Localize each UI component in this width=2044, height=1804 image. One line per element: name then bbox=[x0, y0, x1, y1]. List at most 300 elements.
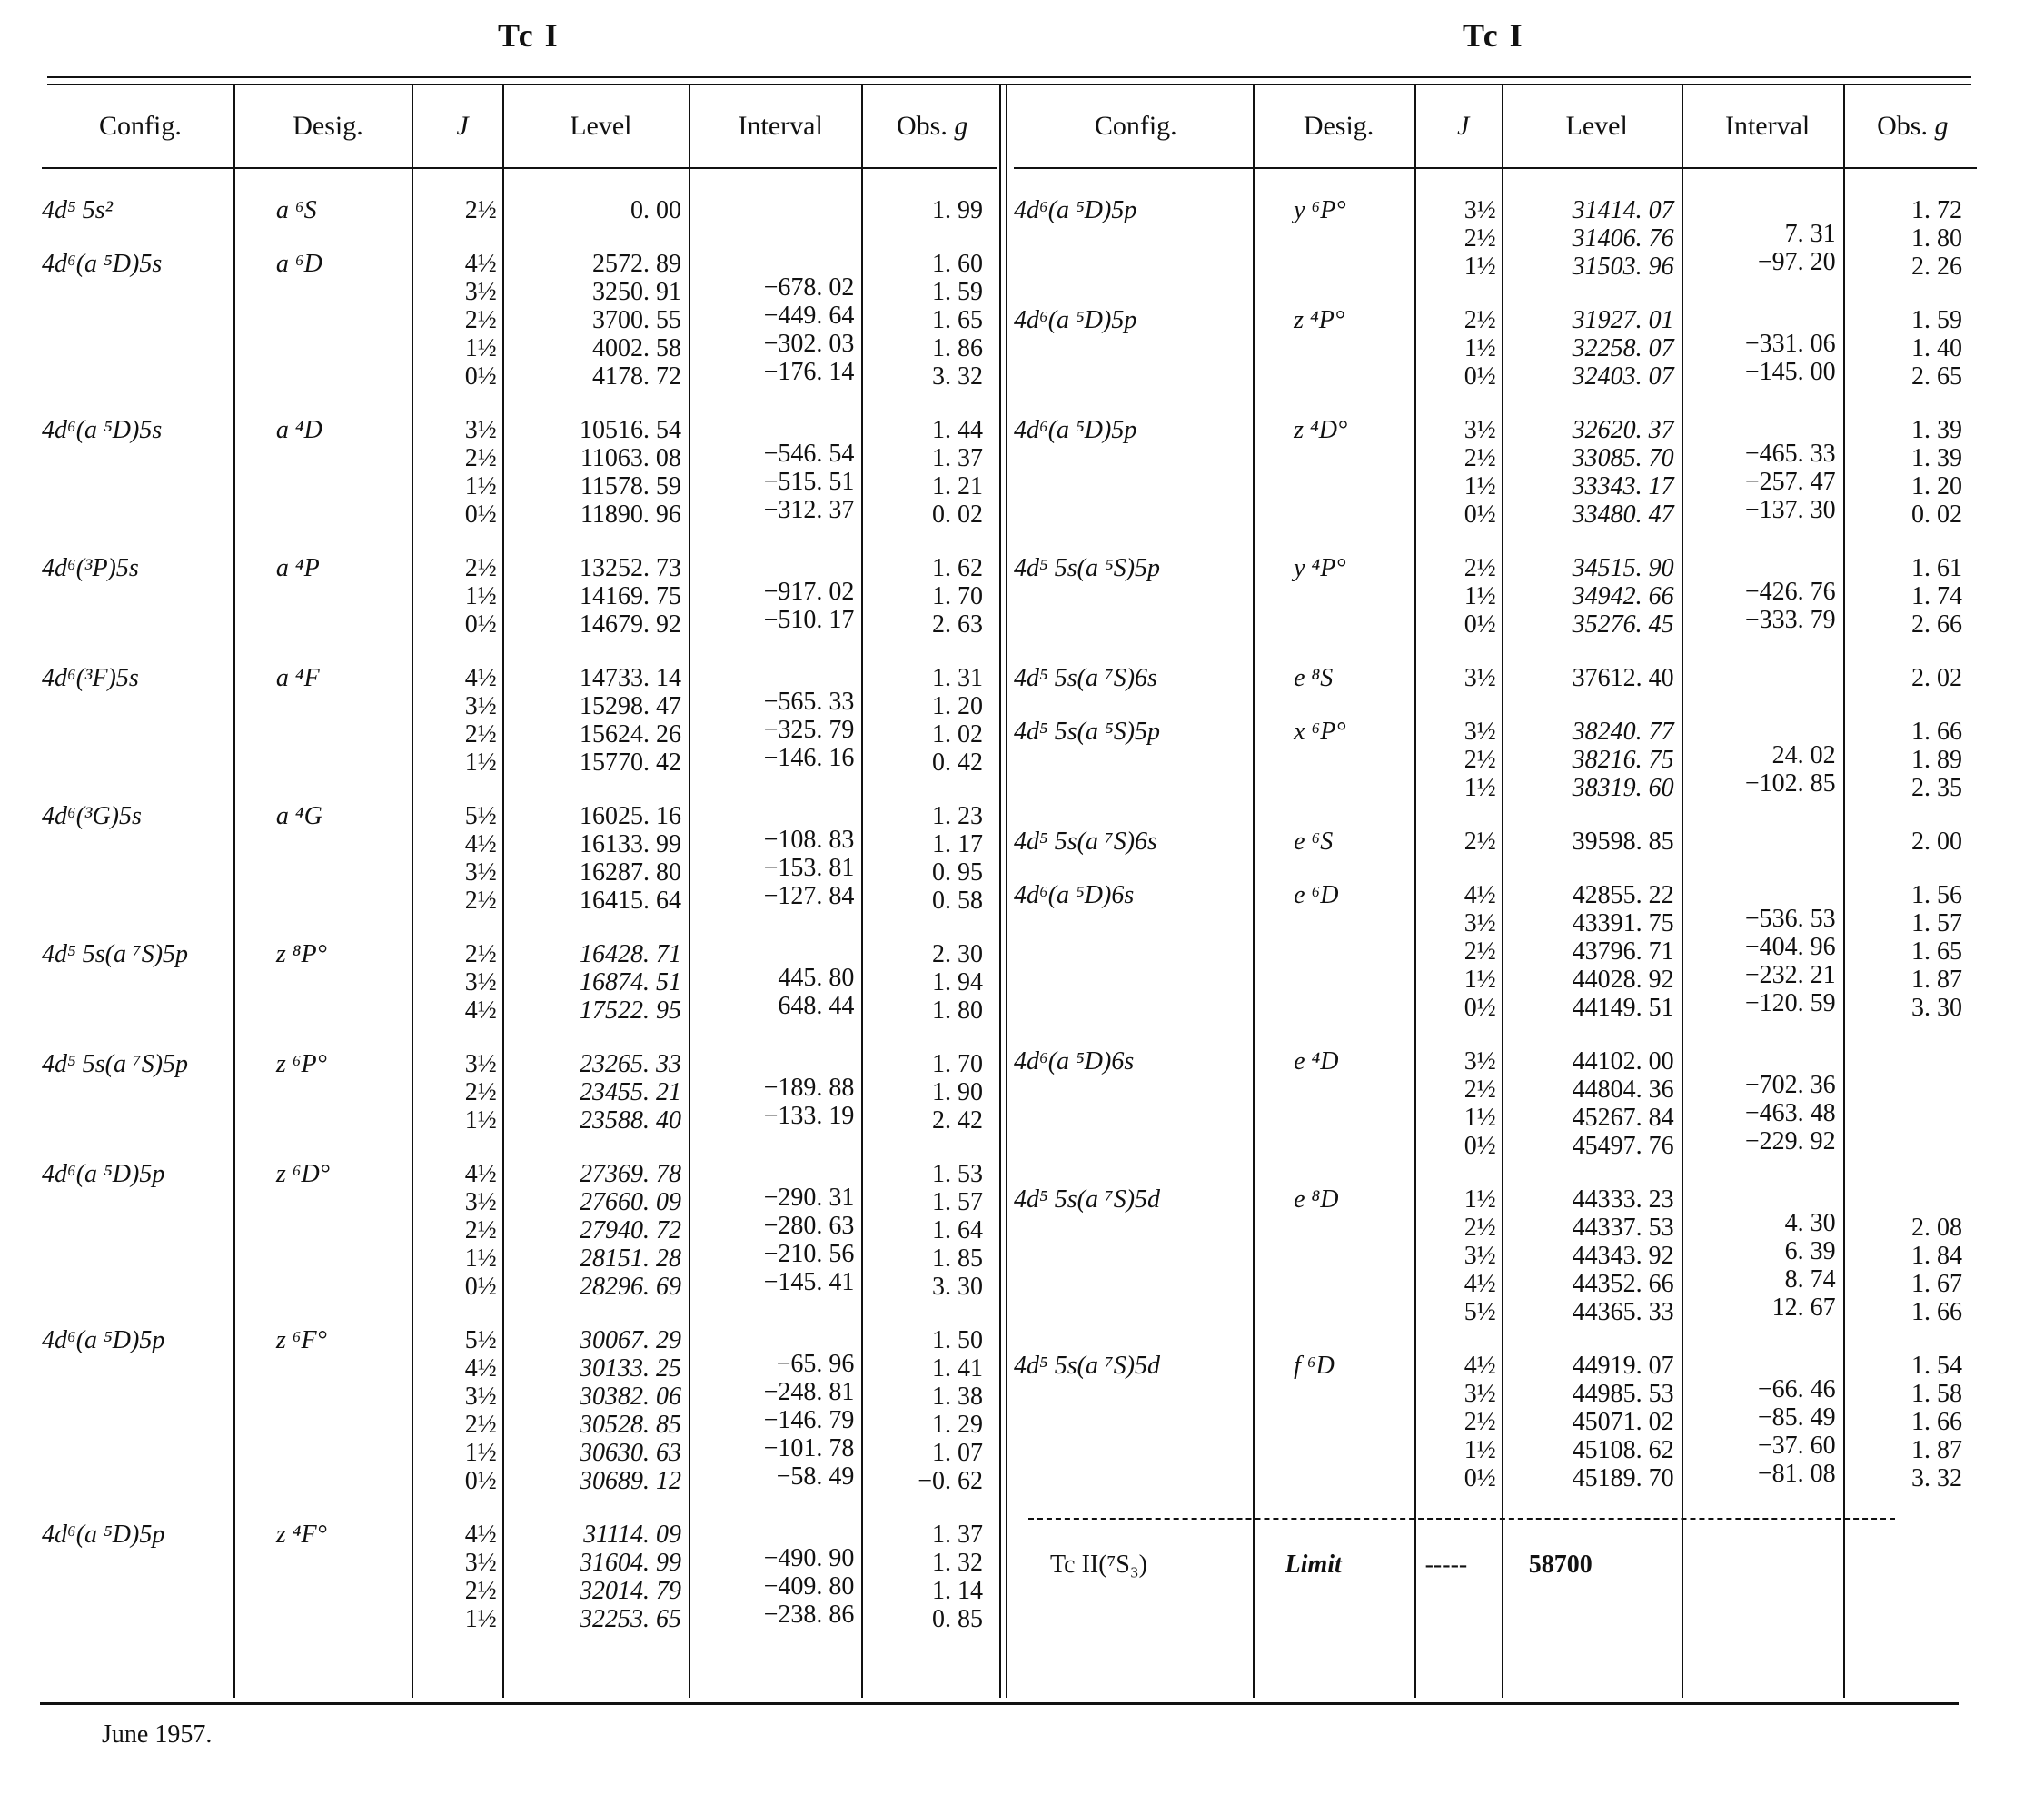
term-designation: y ⁶P° bbox=[1294, 196, 1346, 224]
j-value: 4½ bbox=[464, 1160, 497, 1188]
term-config: 4d⁶(a ⁵D)5p bbox=[1014, 196, 1137, 224]
term-group bbox=[1014, 1047, 1977, 1169]
interval-value: −81. 08 bbox=[1757, 1459, 1836, 1488]
interval-value: −66. 46 bbox=[1757, 1374, 1836, 1403]
term-group bbox=[42, 1160, 997, 1310]
header-level: Level bbox=[1565, 111, 1628, 141]
obs-g-value: 1. 40 bbox=[1910, 334, 1962, 362]
obs-g-value: 1. 37 bbox=[931, 444, 983, 472]
level-value: 11063. 08 bbox=[580, 444, 681, 472]
obs-g-value: 1. 67 bbox=[1910, 1270, 1962, 1298]
j-value: 3½ bbox=[1464, 1380, 1496, 1408]
j-value: 1½ bbox=[464, 1439, 497, 1467]
j-value: 3½ bbox=[464, 692, 497, 720]
j-value: 2½ bbox=[464, 1577, 497, 1605]
interval-value: −102. 85 bbox=[1744, 768, 1836, 798]
level-value: 14169. 75 bbox=[579, 582, 681, 610]
level-value: 32403. 07 bbox=[1572, 362, 1674, 391]
j-value: 3½ bbox=[464, 858, 497, 887]
level-value: 32258. 07 bbox=[1572, 334, 1674, 362]
obs-g-value: 1. 99 bbox=[931, 196, 983, 224]
top-double-rule bbox=[47, 76, 1971, 85]
header-config: Config. bbox=[1094, 111, 1177, 141]
series-limit-row bbox=[1014, 1518, 1977, 1609]
j-value: 1½ bbox=[1464, 1436, 1496, 1464]
level-value: 31927. 01 bbox=[1572, 306, 1674, 334]
j-value: 0½ bbox=[464, 1273, 497, 1301]
obs-g-value: 2. 00 bbox=[1910, 828, 1962, 856]
j-value: 2½ bbox=[464, 720, 497, 748]
level-value: 44337. 53 bbox=[1572, 1214, 1674, 1242]
j-value: 1½ bbox=[1464, 582, 1496, 610]
interval-value: −463. 48 bbox=[1744, 1098, 1836, 1127]
level-value: 2572. 89 bbox=[591, 250, 681, 278]
term-config: 4d⁵ 5s(a ⁷S)6s bbox=[1014, 828, 1157, 856]
term-group bbox=[42, 554, 997, 648]
term-config: 4d⁵ 5s(a ⁷S)5p bbox=[42, 1050, 189, 1078]
obs-g-value: 2. 08 bbox=[1910, 1214, 1962, 1242]
interval-value: 7. 31 bbox=[1784, 219, 1836, 248]
term-config: 4d⁵ 5s(a ⁷S)5d bbox=[1014, 1352, 1161, 1380]
level-value: 44343. 92 bbox=[1572, 1242, 1674, 1270]
level-value: 27940. 72 bbox=[579, 1216, 681, 1244]
interval-value: −153. 81 bbox=[763, 853, 855, 882]
j-value: 3½ bbox=[464, 1383, 497, 1411]
level-value: 38319. 60 bbox=[1572, 774, 1674, 802]
j-value: 1½ bbox=[1464, 253, 1496, 281]
j-value: 2½ bbox=[1464, 554, 1496, 582]
term-config: 4d⁶(a ⁵D)5p bbox=[1014, 416, 1137, 444]
term-designation: e ⁴D bbox=[1294, 1047, 1339, 1075]
term-designation: z ⁸P° bbox=[275, 940, 327, 968]
obs-g-value: 1. 66 bbox=[1910, 1408, 1962, 1436]
obs-g-value: 1. 87 bbox=[1910, 966, 1962, 994]
header-desig: Desig. bbox=[1303, 111, 1374, 141]
j-value: 3½ bbox=[1464, 196, 1496, 224]
interval-value: −449. 64 bbox=[763, 301, 855, 330]
interval-value: −290. 31 bbox=[763, 1183, 855, 1212]
level-value: 45189. 70 bbox=[1572, 1464, 1674, 1492]
interval-value: −678. 02 bbox=[763, 273, 855, 302]
term-designation: e ⁸S bbox=[1294, 664, 1334, 692]
j-value: 1½ bbox=[464, 334, 497, 362]
j-value: 1½ bbox=[464, 472, 497, 501]
level-value: 31414. 07 bbox=[1572, 196, 1674, 224]
j-value: 3½ bbox=[464, 278, 497, 306]
j-value: 4½ bbox=[464, 1521, 497, 1549]
j-value: 5½ bbox=[464, 1326, 497, 1354]
interval-value: −210. 56 bbox=[763, 1239, 855, 1268]
term-config: 4d⁵ 5s(a ⁵S)5p bbox=[1014, 718, 1161, 746]
term-config: 4d⁶(³G)5s bbox=[42, 802, 142, 830]
obs-g-value: 1. 60 bbox=[931, 250, 983, 278]
interval-value: −229. 92 bbox=[1744, 1126, 1836, 1155]
level-value: 39598. 85 bbox=[1572, 828, 1674, 856]
term-config: 4d⁶(a ⁵D)5p bbox=[42, 1160, 165, 1188]
level-value: 37612. 40 bbox=[1572, 664, 1674, 692]
term-group bbox=[1014, 1185, 1977, 1335]
obs-g-value: 0. 42 bbox=[931, 748, 983, 777]
j-value: 2½ bbox=[464, 940, 497, 968]
table-body bbox=[1014, 196, 1977, 1609]
j-value: 1½ bbox=[464, 1605, 497, 1633]
footer-date: June 1957. bbox=[102, 1720, 213, 1749]
level-value: 44352. 66 bbox=[1572, 1270, 1674, 1298]
j-value: 4½ bbox=[1464, 1352, 1496, 1380]
level-value: 16133. 99 bbox=[579, 830, 681, 858]
term-designation: z ⁴F° bbox=[275, 1521, 327, 1549]
term-designation: z ⁶P° bbox=[275, 1050, 327, 1078]
header-desig: Desig. bbox=[293, 111, 363, 141]
level-value: 35276. 45 bbox=[1572, 610, 1674, 639]
term-group bbox=[1014, 664, 1977, 701]
term-config: 4d⁶(a ⁵D)5s bbox=[42, 250, 163, 278]
obs-g-value: 2. 42 bbox=[931, 1106, 983, 1135]
term-config: 4d⁵ 5s² bbox=[42, 196, 114, 224]
obs-g-value: 1. 66 bbox=[1910, 718, 1962, 746]
level-value: 33480. 47 bbox=[1572, 501, 1674, 529]
interval-value: 648. 44 bbox=[778, 991, 855, 1020]
interval-value: 4. 30 bbox=[1784, 1208, 1836, 1237]
obs-g-value: 1. 90 bbox=[931, 1078, 983, 1106]
obs-g-value: 2. 63 bbox=[931, 610, 983, 639]
obs-g-value: 1. 14 bbox=[931, 1577, 983, 1605]
obs-g-value: 1. 58 bbox=[1910, 1380, 1962, 1408]
j-value: 2½ bbox=[464, 1216, 497, 1244]
interval-value: 6. 39 bbox=[1784, 1236, 1836, 1265]
level-value: 31604. 99 bbox=[579, 1549, 681, 1577]
j-value: 2½ bbox=[1464, 306, 1496, 334]
level-value: 16287. 80 bbox=[579, 858, 681, 887]
j-value: 2½ bbox=[1464, 1408, 1496, 1436]
j-value: 3½ bbox=[1464, 1047, 1496, 1075]
term-designation: z ⁴D° bbox=[1294, 416, 1348, 444]
interval-value: −490. 90 bbox=[763, 1543, 855, 1572]
level-value: 15624. 26 bbox=[579, 720, 681, 748]
term-config: 4d⁶(a ⁵D)6s bbox=[1014, 1047, 1135, 1075]
level-value: 16874. 51 bbox=[579, 968, 681, 996]
j-value: 1½ bbox=[464, 748, 497, 777]
term-designation: y ⁴P° bbox=[1294, 554, 1346, 582]
obs-g-value: 3. 32 bbox=[931, 362, 983, 391]
obs-g-value: 1. 02 bbox=[931, 720, 983, 748]
header-interval: Interval bbox=[738, 111, 823, 141]
level-value: 28296. 69 bbox=[579, 1273, 681, 1301]
interval-value: −127. 84 bbox=[763, 881, 855, 910]
left-table-panel bbox=[42, 85, 997, 1698]
level-value: 31406. 76 bbox=[1572, 224, 1674, 253]
dashed-rule bbox=[1028, 1518, 1895, 1520]
level-value: 44804. 36 bbox=[1572, 1075, 1674, 1104]
term-group bbox=[42, 1326, 997, 1504]
interval-value: −917. 02 bbox=[763, 577, 855, 606]
level-value: 23588. 40 bbox=[579, 1106, 681, 1135]
interval-value: −101. 78 bbox=[763, 1433, 855, 1462]
level-value: 44985. 53 bbox=[1572, 1380, 1674, 1408]
term-config: 4d⁶(a ⁵D)5p bbox=[42, 1521, 165, 1549]
interval-value: −232. 21 bbox=[1744, 960, 1836, 989]
interval-value: −426. 76 bbox=[1744, 577, 1836, 606]
term-designation: z ⁴P° bbox=[1294, 306, 1345, 334]
j-value: 3½ bbox=[464, 416, 497, 444]
j-value: 4½ bbox=[1464, 1270, 1496, 1298]
term-config: 4d⁶(³P)5s bbox=[42, 554, 139, 582]
level-value: 11578. 59 bbox=[580, 472, 681, 501]
obs-g-value: 1. 37 bbox=[931, 1521, 983, 1549]
header-obs-g: Obs. g bbox=[1877, 111, 1949, 141]
obs-g-value: −0. 62 bbox=[918, 1467, 983, 1495]
interval-value: −248. 81 bbox=[763, 1377, 855, 1406]
interval-value: −58. 49 bbox=[776, 1462, 855, 1491]
header-interval: Interval bbox=[1724, 111, 1811, 141]
obs-g-value: 1. 89 bbox=[1910, 746, 1962, 774]
interval-value: −108. 83 bbox=[763, 825, 855, 854]
obs-g-value: 1. 41 bbox=[931, 1354, 983, 1383]
j-value: 1½ bbox=[1464, 966, 1496, 994]
j-value: 3½ bbox=[1464, 1242, 1496, 1270]
obs-g-value: 1. 20 bbox=[1910, 472, 1962, 501]
obs-g-value: 1. 62 bbox=[931, 554, 983, 582]
obs-g-value: 1. 59 bbox=[1910, 306, 1962, 334]
obs-g-value: 1. 80 bbox=[931, 996, 983, 1025]
interval-value: −189. 88 bbox=[763, 1073, 855, 1102]
interval-value: −515. 51 bbox=[763, 467, 855, 496]
page-title-right: Tc I bbox=[1463, 17, 1524, 54]
j-value: 5½ bbox=[1464, 1298, 1496, 1326]
term-group bbox=[42, 416, 997, 538]
interval-value: −409. 80 bbox=[763, 1571, 855, 1601]
obs-g-value: 2. 02 bbox=[1910, 664, 1962, 692]
level-value: 11890. 96 bbox=[580, 501, 681, 529]
j-value: 2½ bbox=[464, 887, 497, 915]
term-config: 4d⁶(a ⁵D)5p bbox=[42, 1326, 165, 1354]
level-value: 34515. 90 bbox=[1572, 554, 1674, 582]
j-value: 2½ bbox=[1464, 1214, 1496, 1242]
level-value: 32620. 37 bbox=[1572, 416, 1674, 444]
j-value: 4½ bbox=[464, 250, 497, 278]
j-value: 1½ bbox=[1464, 1104, 1496, 1132]
term-designation: z ⁶F° bbox=[275, 1326, 327, 1354]
level-value: 45071. 02 bbox=[1572, 1408, 1674, 1436]
obs-g-value: 1. 84 bbox=[1910, 1242, 1962, 1270]
level-value: 17522. 95 bbox=[579, 996, 681, 1025]
obs-g-value: 1. 50 bbox=[931, 1326, 983, 1354]
j-value: 4½ bbox=[464, 1354, 497, 1383]
limit-label: Limit bbox=[1285, 1551, 1342, 1579]
j-value: 0½ bbox=[464, 610, 497, 639]
obs-g-value: 1. 64 bbox=[931, 1216, 983, 1244]
j-value: 2½ bbox=[464, 1411, 497, 1439]
level-value: 32014. 79 bbox=[579, 1577, 681, 1605]
obs-g-value: 1. 31 bbox=[931, 664, 983, 692]
obs-g-value: 1. 17 bbox=[931, 830, 983, 858]
term-group bbox=[1014, 718, 1977, 811]
level-value: 38216. 75 bbox=[1572, 746, 1674, 774]
obs-g-value: 0. 58 bbox=[931, 887, 983, 915]
header-config: Config. bbox=[99, 111, 182, 141]
level-value: 10516. 54 bbox=[579, 416, 681, 444]
term-designation: z ⁶D° bbox=[275, 1160, 330, 1188]
obs-g-value: 1. 86 bbox=[931, 334, 983, 362]
obs-g-value: 1. 39 bbox=[1910, 416, 1962, 444]
term-group bbox=[42, 1521, 997, 1642]
level-value: 44102. 00 bbox=[1572, 1047, 1674, 1075]
level-value: 42855. 22 bbox=[1572, 881, 1674, 909]
interval-value: −546. 54 bbox=[763, 439, 855, 468]
interval-value: −536. 53 bbox=[1744, 904, 1836, 933]
term-designation: a ⁴D bbox=[275, 416, 322, 444]
obs-g-value: 1. 39 bbox=[1910, 444, 1962, 472]
level-value: 27660. 09 bbox=[579, 1188, 681, 1216]
obs-g-value: 0. 02 bbox=[931, 501, 983, 529]
right-table-panel bbox=[1014, 85, 1977, 1698]
term-group bbox=[1014, 828, 1977, 865]
level-value: 14679. 92 bbox=[579, 610, 681, 639]
obs-g-value: 1. 94 bbox=[931, 968, 983, 996]
level-value: 14733. 14 bbox=[579, 664, 681, 692]
level-value: 4002. 58 bbox=[591, 334, 681, 362]
term-group bbox=[42, 196, 997, 233]
j-value: 2½ bbox=[464, 444, 497, 472]
header-j: J bbox=[456, 111, 469, 141]
obs-g-value: 2. 30 bbox=[931, 940, 983, 968]
j-value: 0½ bbox=[1464, 994, 1496, 1022]
j-value: 3½ bbox=[1464, 718, 1496, 746]
level-value: 30630. 63 bbox=[579, 1439, 681, 1467]
interval-value: −145. 41 bbox=[763, 1267, 855, 1296]
term-config: 4d⁶(³F)5s bbox=[42, 664, 139, 692]
term-designation: e ⁶S bbox=[1294, 828, 1334, 856]
j-value: 2½ bbox=[1464, 224, 1496, 253]
term-group bbox=[42, 664, 997, 786]
level-value: 3700. 55 bbox=[591, 306, 681, 334]
obs-g-value: 1. 32 bbox=[931, 1549, 983, 1577]
j-value: 1½ bbox=[1464, 1185, 1496, 1214]
term-config: 4d⁶(a ⁵D)6s bbox=[1014, 881, 1135, 909]
j-value: 2½ bbox=[1464, 746, 1496, 774]
j-value: 0½ bbox=[1464, 610, 1496, 639]
j-value: 3½ bbox=[464, 1188, 497, 1216]
obs-g-value: 1. 85 bbox=[931, 1244, 983, 1273]
obs-g-value: 1. 29 bbox=[931, 1411, 983, 1439]
j-value: 2½ bbox=[1464, 828, 1496, 856]
j-value: 3½ bbox=[464, 1549, 497, 1577]
interval-value: −302. 03 bbox=[763, 329, 855, 358]
interval-value: 445. 80 bbox=[778, 963, 855, 992]
obs-g-value: 1. 65 bbox=[1910, 937, 1962, 966]
interval-value: −238. 86 bbox=[763, 1600, 855, 1629]
j-value: 2½ bbox=[464, 306, 497, 334]
j-value: 3½ bbox=[1464, 416, 1496, 444]
obs-g-value: 1. 56 bbox=[1910, 881, 1962, 909]
j-value: 4½ bbox=[464, 664, 497, 692]
j-value: 0½ bbox=[1464, 362, 1496, 391]
term-group bbox=[1014, 1352, 1977, 1502]
j-value: 1½ bbox=[1464, 472, 1496, 501]
term-config: 4d⁵ 5s(a ⁷S)5p bbox=[42, 940, 189, 968]
interval-value: −97. 20 bbox=[1757, 247, 1836, 276]
term-config: 4d⁶(a ⁵D)5s bbox=[42, 416, 163, 444]
j-value: 2½ bbox=[464, 196, 497, 224]
obs-g-value: 1. 61 bbox=[1910, 554, 1962, 582]
j-value: 3½ bbox=[464, 1050, 497, 1078]
level-value: 16025. 16 bbox=[579, 802, 681, 830]
interval-value: 24. 02 bbox=[1771, 740, 1836, 769]
level-value: 15298. 47 bbox=[579, 692, 681, 720]
term-config: 4d⁵ 5s(a ⁷S)5d bbox=[1014, 1185, 1161, 1214]
term-designation: a ⁴G bbox=[275, 802, 322, 830]
j-value: 0½ bbox=[464, 1467, 497, 1495]
header-obs-g: Obs. g bbox=[897, 111, 968, 141]
obs-g-value: 0. 02 bbox=[1910, 501, 1962, 529]
level-value: 44919. 07 bbox=[1572, 1352, 1674, 1380]
level-value: 44333. 23 bbox=[1572, 1185, 1674, 1214]
interval-value: −325. 79 bbox=[763, 715, 855, 744]
term-designation: e ⁸D bbox=[1294, 1185, 1339, 1214]
interval-value: −333. 79 bbox=[1744, 605, 1836, 634]
j-value: 3½ bbox=[1464, 909, 1496, 937]
bottom-rule bbox=[40, 1702, 1959, 1705]
interval-value: −257. 47 bbox=[1744, 467, 1836, 496]
term-group bbox=[1014, 306, 1977, 400]
j-value: 2½ bbox=[1464, 937, 1496, 966]
level-value: 23455. 21 bbox=[579, 1078, 681, 1106]
interval-value: −146. 79 bbox=[763, 1405, 855, 1434]
term-designation: a ⁴P bbox=[275, 554, 320, 582]
obs-g-value: 0. 95 bbox=[931, 858, 983, 887]
header-level: Level bbox=[570, 111, 632, 141]
obs-g-value: 3. 32 bbox=[1910, 1464, 1962, 1492]
level-value: 16415. 64 bbox=[579, 887, 681, 915]
interval-value: −120. 59 bbox=[1744, 988, 1836, 1017]
obs-g-value: 1. 74 bbox=[1910, 582, 1962, 610]
obs-g-value: 1. 70 bbox=[931, 582, 983, 610]
interval-value: −331. 06 bbox=[1744, 329, 1836, 358]
obs-g-value: 1. 72 bbox=[1910, 196, 1962, 224]
j-value: 1½ bbox=[464, 1106, 497, 1135]
interval-value: −137. 30 bbox=[1744, 495, 1836, 524]
obs-g-value: 2. 66 bbox=[1910, 610, 1962, 639]
obs-g-value: 1. 66 bbox=[1910, 1298, 1962, 1326]
interval-value: −565. 33 bbox=[763, 687, 855, 716]
term-designation: a ⁶D bbox=[275, 250, 322, 278]
interval-value: −146. 16 bbox=[763, 743, 855, 772]
j-value: 4½ bbox=[464, 830, 497, 858]
level-value: 31114. 09 bbox=[583, 1521, 681, 1549]
obs-g-value: 1. 44 bbox=[931, 416, 983, 444]
j-value: 0½ bbox=[464, 362, 497, 391]
term-designation: e ⁶D bbox=[1294, 881, 1339, 909]
level-value: 15770. 42 bbox=[579, 748, 681, 777]
obs-g-value: 2. 65 bbox=[1910, 362, 1962, 391]
j-value: 4½ bbox=[464, 996, 497, 1025]
interval-value: 8. 74 bbox=[1784, 1264, 1836, 1294]
interval-value: −312. 37 bbox=[763, 495, 855, 524]
interval-value: −85. 49 bbox=[1757, 1403, 1836, 1432]
level-value: 13252. 73 bbox=[579, 554, 681, 582]
j-value: 1½ bbox=[1464, 774, 1496, 802]
level-value: 45267. 84 bbox=[1572, 1104, 1674, 1132]
interval-value: 12. 67 bbox=[1771, 1293, 1836, 1322]
obs-g-value: 1. 20 bbox=[931, 692, 983, 720]
level-value: 34942. 66 bbox=[1572, 582, 1674, 610]
level-value: 30133. 25 bbox=[579, 1354, 681, 1383]
obs-g-value: 1. 80 bbox=[1910, 224, 1962, 253]
level-value: 28151. 28 bbox=[579, 1244, 681, 1273]
term-group bbox=[42, 250, 997, 400]
j-value: 1½ bbox=[464, 582, 497, 610]
level-value: 27369. 78 bbox=[579, 1160, 681, 1188]
